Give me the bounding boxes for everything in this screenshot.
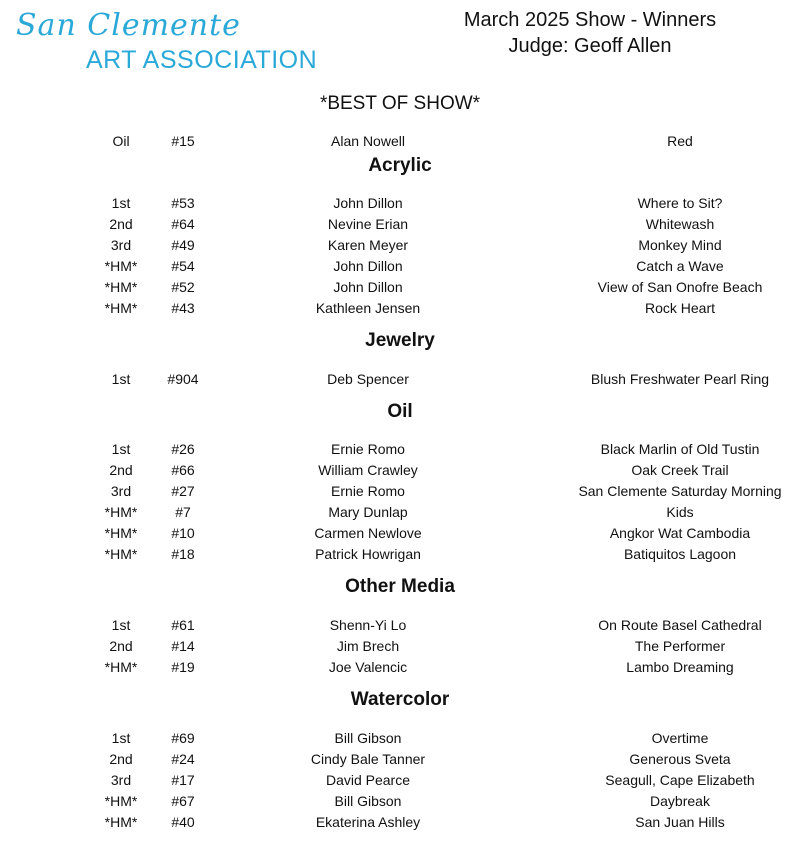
winner-row bbox=[0, 525, 800, 545]
artwork-title-cell: Generous Sveta bbox=[629, 751, 731, 767]
entry-number-cell: #53 bbox=[171, 195, 195, 211]
place-cell: 3rd bbox=[110, 483, 132, 499]
place-cell: *HM* bbox=[104, 258, 138, 274]
entry-number-cell: #27 bbox=[171, 483, 195, 499]
winner-row bbox=[0, 814, 800, 834]
artwork-title-cell: Kids bbox=[666, 504, 694, 520]
place-cell: 1st bbox=[111, 195, 131, 211]
place-cell: *HM* bbox=[104, 504, 138, 520]
entry-number-cell: #64 bbox=[171, 216, 195, 232]
winner-row bbox=[0, 659, 800, 679]
artwork-title-cell: On Route Basel Cathedral bbox=[598, 617, 762, 633]
winner-row bbox=[0, 258, 800, 278]
place-cell: Oil bbox=[112, 133, 130, 149]
section-heading-watercolor: Watercolor bbox=[350, 689, 450, 710]
entry-number-cell: #14 bbox=[171, 638, 195, 654]
section-heading-jewelry: Jewelry bbox=[365, 330, 435, 351]
logo-script-text: San Clemente bbox=[16, 8, 241, 43]
winner-row bbox=[0, 483, 800, 503]
artist-cell: Bill Gibson bbox=[334, 730, 402, 746]
artist-cell: Shenn-Yi Lo bbox=[329, 617, 407, 633]
artist-cell: Ernie Romo bbox=[331, 483, 405, 499]
section-heading-other-media: Other Media bbox=[345, 576, 455, 597]
section-heading-acrylic: Acrylic bbox=[368, 155, 432, 176]
entry-number-cell: #61 bbox=[171, 617, 195, 633]
winner-row bbox=[0, 751, 800, 771]
winner-row bbox=[0, 279, 800, 299]
association-logo bbox=[8, 6, 318, 76]
place-cell: 2nd bbox=[109, 638, 133, 654]
entry-number-cell: #67 bbox=[171, 793, 195, 809]
place-cell: 1st bbox=[111, 730, 131, 746]
place-cell: *HM* bbox=[104, 659, 138, 675]
page-title: March 2025 Show - Winners bbox=[463, 9, 717, 31]
place-cell: 2nd bbox=[109, 462, 133, 478]
entry-number-cell: #52 bbox=[171, 279, 195, 295]
artwork-title-cell: Daybreak bbox=[650, 793, 710, 809]
winner-row bbox=[0, 772, 800, 792]
entry-number-cell: #26 bbox=[171, 441, 195, 457]
artwork-title-cell: Batiquitos Lagoon bbox=[623, 546, 737, 562]
artwork-title-cell: Rock Heart bbox=[644, 300, 716, 316]
place-cell: *HM* bbox=[104, 279, 138, 295]
place-cell: *HM* bbox=[104, 793, 138, 809]
place-cell: 2nd bbox=[109, 216, 133, 232]
entry-number-cell: #66 bbox=[171, 462, 195, 478]
artist-cell: John Dillon bbox=[333, 279, 403, 295]
artist-cell: Ekaterina Ashley bbox=[315, 814, 421, 830]
section-heading-oil: Oil bbox=[387, 401, 413, 422]
winner-row bbox=[0, 216, 800, 236]
winner-row bbox=[0, 617, 800, 637]
artist-cell: Karen Meyer bbox=[327, 237, 409, 253]
artist-cell: Alan Nowell bbox=[331, 133, 405, 149]
artist-cell: John Dillon bbox=[333, 258, 403, 274]
artwork-title-cell: Blush Freshwater Pearl Ring bbox=[590, 371, 770, 387]
winner-row bbox=[0, 793, 800, 813]
winner-row bbox=[0, 546, 800, 566]
winner-row bbox=[0, 504, 800, 524]
entry-number-cell: #904 bbox=[167, 371, 199, 387]
place-cell: 1st bbox=[111, 371, 131, 387]
artwork-title-cell: San Juan Hills bbox=[635, 814, 725, 830]
artist-cell: Carmen Newlove bbox=[314, 525, 422, 541]
artwork-title-cell: Whitewash bbox=[645, 216, 715, 232]
entry-number-cell: #54 bbox=[171, 258, 195, 274]
place-cell: *HM* bbox=[104, 814, 138, 830]
logo-association-text: ART ASSOCIATION bbox=[86, 46, 318, 74]
winner-row bbox=[0, 300, 800, 320]
artist-cell: John Dillon bbox=[333, 195, 403, 211]
artist-cell: Jim Brech bbox=[336, 638, 400, 654]
place-cell: 1st bbox=[111, 617, 131, 633]
winner-row bbox=[0, 462, 800, 482]
artist-cell: Bill Gibson bbox=[334, 793, 402, 809]
place-cell: 1st bbox=[111, 441, 131, 457]
artwork-title-cell: Monkey Mind bbox=[638, 237, 722, 253]
place-cell: 3rd bbox=[110, 237, 132, 253]
entry-number-cell: #18 bbox=[171, 546, 195, 562]
place-cell: 2nd bbox=[109, 751, 133, 767]
artwork-title-cell: Black Marlin of Old Tustin bbox=[600, 441, 760, 457]
artist-cell: Ernie Romo bbox=[331, 441, 405, 457]
artist-cell: William Crawley bbox=[318, 462, 418, 478]
artwork-title-cell: The Performer bbox=[634, 638, 726, 654]
winner-row bbox=[0, 638, 800, 658]
artwork-title-cell: Where to Sit? bbox=[637, 195, 723, 211]
artwork-title-cell: Overtime bbox=[651, 730, 709, 746]
judge-line: Judge: Geoff Allen bbox=[508, 35, 672, 57]
best-of-show-row bbox=[0, 133, 800, 153]
winner-row bbox=[0, 371, 800, 391]
artist-cell: Cindy Bale Tanner bbox=[310, 751, 426, 767]
winner-row bbox=[0, 730, 800, 750]
entry-number-cell: #49 bbox=[171, 237, 195, 253]
entry-number-cell: #19 bbox=[171, 659, 195, 675]
entry-number-cell: #15 bbox=[171, 133, 195, 149]
entry-number-cell: #24 bbox=[171, 751, 195, 767]
entry-number-cell: #43 bbox=[171, 300, 195, 316]
artwork-title-cell: View of San Onofre Beach bbox=[597, 279, 763, 295]
place-cell: *HM* bbox=[104, 546, 138, 562]
artist-cell: Mary Dunlap bbox=[328, 504, 408, 520]
artist-cell: Deb Spencer bbox=[327, 371, 409, 387]
artwork-title-cell: San Clemente Saturday Morning bbox=[578, 483, 782, 499]
artwork-title-cell: Oak Creek Trail bbox=[631, 462, 729, 478]
best-of-show-heading: *BEST OF SHOW* bbox=[319, 93, 481, 114]
artwork-title-cell: Seagull, Cape Elizabeth bbox=[605, 772, 755, 788]
entry-number-cell: #10 bbox=[171, 525, 195, 541]
place-cell: 3rd bbox=[110, 772, 132, 788]
place-cell: *HM* bbox=[104, 300, 138, 316]
artwork-title-cell: Red bbox=[667, 133, 693, 149]
artwork-title-cell: Catch a Wave bbox=[636, 258, 724, 274]
artwork-title-cell: Angkor Wat Cambodia bbox=[609, 525, 751, 541]
winner-row bbox=[0, 195, 800, 215]
winner-row bbox=[0, 441, 800, 461]
place-cell: *HM* bbox=[104, 525, 138, 541]
artist-cell: Nevine Erian bbox=[327, 216, 409, 232]
entry-number-cell: #40 bbox=[171, 814, 195, 830]
entry-number-cell: #7 bbox=[175, 504, 191, 520]
entry-number-cell: #69 bbox=[171, 730, 195, 746]
artist-cell: Kathleen Jensen bbox=[315, 300, 421, 316]
entry-number-cell: #17 bbox=[171, 772, 195, 788]
artist-cell: David Pearce bbox=[325, 772, 411, 788]
artist-cell: Patrick Howrigan bbox=[315, 546, 421, 562]
winner-row bbox=[0, 237, 800, 257]
artist-cell: Joe Valencic bbox=[328, 659, 408, 675]
artwork-title-cell: Lambo Dreaming bbox=[626, 659, 734, 675]
